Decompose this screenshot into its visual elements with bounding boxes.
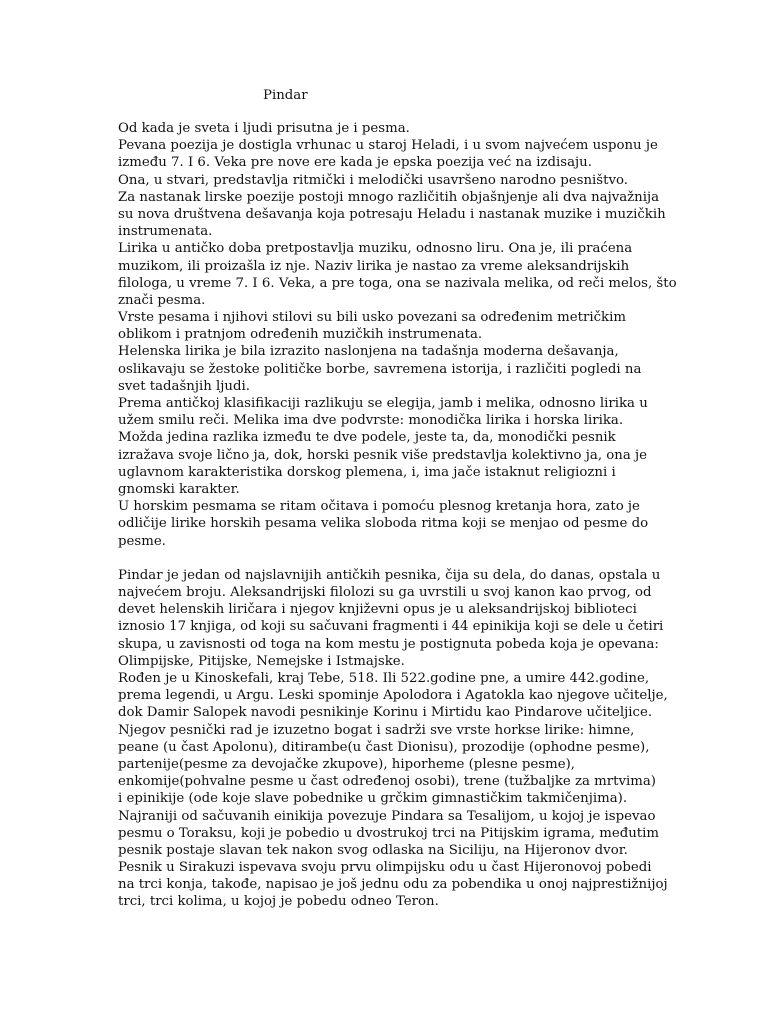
text-line: peane (u čast Apolonu), ditirambe(u čast Dionisu), prozodije (ophodne pesme), xyxy=(118,739,650,755)
text-line: izražava svoje lično ja, dok, horski pesnik više predstavlja kolektivno ja, ona je xyxy=(118,447,648,463)
text-line: i epinikije (ode koje slave pobednike u grčkim gimnastičkim takmičenjima). xyxy=(118,791,628,807)
text-line: U horskim pesmama se ritam očitava i pomoću plesnog kretanja hora, zato je xyxy=(118,499,640,515)
text-line: prema legendi, u Argu. Leski spominje Apolodora i Agatokla kao njegove učitelje, xyxy=(118,688,668,704)
text-line: Pindar je jedan od najslavnijih antičkih pesnika, čija su dela, do danas, opstala u xyxy=(118,567,661,583)
text-line: Vrste pesama i njihovi stilovi su bili usko povezani sa određenim metričkim xyxy=(118,310,626,326)
text-line: filologa, u vreme 7. I 6. Veka, a pre toga, ona se nazivala melika, od reči melos, što xyxy=(118,275,677,291)
text-line: Rođen je u Kinoskefali, kraj Tebe, 518. Ili 522.godine pne, a umire 442.godine, xyxy=(118,671,650,686)
text-line: Prema antičkoj klasifikaciji razlikuju se elegija, jamb i melika, odnosno lirika u xyxy=(118,396,648,411)
text-line: Od kada je sveta i ljudi prisutna je i pesma. xyxy=(118,121,410,136)
text-line: Pesnik u Sirakuzi ispevava svoju prvu olimpijsku odu u čast Hijeronovoj pobedi xyxy=(118,860,652,876)
text-line: Olimpijske, Pitijske, Nemejske i Istmajske. xyxy=(118,653,405,669)
text-line: na trci konja, takođe, napisao je još jednu odu za pobendika u onoj najprestižnijoj xyxy=(118,877,668,893)
text-line: znači pesma. xyxy=(118,292,206,308)
text-line: devet helenskih liričara i njegov književni opus je u aleksandrijskoj biblioteci xyxy=(118,602,637,618)
text-line: skupa, u zavisnosti od toga na kom mestu je postignuta pobeda koja je opevana: xyxy=(118,636,659,652)
text-line: gnomski karakter. xyxy=(118,481,240,497)
text-line: muzikom, ili proizašla iz nje. Naziv lirika je nastao za vreme aleksandrijskih xyxy=(118,258,630,274)
text-line: su nova društvena dešavanja koja potresaju Heladu i nastanak muzike i muzičkih xyxy=(118,206,666,222)
text-line: trci, trci kolima, u kojoj je pobedu odneo Teron. xyxy=(118,894,439,910)
text-line: odličije lirike horskih pesama velika sloboda ritma koji se menjao od pesme do xyxy=(118,516,649,532)
text-line: Za nastanak lirske poezije postoji mnogo različitih objašnjenje ali dva najvažnija xyxy=(118,189,660,205)
text-line: uglavnom karakteristika dorskog plemena, i, ima jače istaknut religiozni i xyxy=(118,464,616,480)
text-line: Ona, u stvari, predstavlja ritmički i melodički usavršeno narodno pesništvo. xyxy=(118,172,628,188)
text-line: instrumenata. xyxy=(118,224,213,240)
text-line: Pevana poezija je dostigla vrhunac u staroj Heladi, i u svom najvećem usponu je xyxy=(118,138,658,154)
blank-line xyxy=(118,550,678,567)
text-line: svet tadašnjih ljudi. xyxy=(118,378,250,394)
text-line: dok Damir Salopek navodi pesnikinje Korinu i Mirtidu kao Pindarove učiteljice. xyxy=(118,705,653,721)
text-line: Helenska lirika je bila izrazito naslonjena na tadašnja moderna dešavanja, xyxy=(118,344,619,360)
text-line: između 7. I 6. Veka pre nove ere kada je epska poezija već na izdisaju. xyxy=(118,155,592,171)
text-line: pesme. xyxy=(118,533,166,549)
text-line: iznosio 17 knjiga, od koji su sačuvani fragmenti i 44 epinikija koji se dele u četiri xyxy=(118,619,664,635)
document-title: Pindar xyxy=(263,88,308,103)
text-line: oslikavaju se žestoke političke borbe, savremena istorija, i različiti pogledi na xyxy=(118,361,642,377)
text-line: Lirika u antičko doba pretpostavlja muziku, odnosno liru. Ona je, ili praćena xyxy=(118,241,633,257)
document-body xyxy=(118,120,678,911)
text-line: pesmu o Toraksu, koji je pobedio u dvostrukoj trci na Pitijskim igrama, međutim xyxy=(118,825,659,841)
text-line: pesnik postaje slavan tek nakon svog odlaska na Siciliju, na Hijeronov dvor. xyxy=(118,842,628,858)
text-line: partenije(pesme za devojačke zkupove), hiporheme (plesne pesme), xyxy=(118,756,576,772)
text-line: enkomije(pohvalne pesme u čast određenoj osobi), trene (tužbaljke za mrtvima) xyxy=(118,774,656,790)
text-line: najvećem broju. Aleksandrijski filolozi su ga uvrstili u svoj kanon kao prvog, od xyxy=(118,585,652,601)
text-line: Njegov pesnički rad je izuzetno bogat i sadrži sve vrste horkse lirike: himne, xyxy=(118,722,635,738)
text-line: užem smilu reči. Melika ima dve podvrste: monodička lirika i horska lirika. xyxy=(118,413,624,429)
text-line: Možda jedina razlika između te dve podele, jeste ta, da, monodički pesnik xyxy=(118,430,616,446)
text-line: oblikom i pratnjom određenih muzičkih instrumenata. xyxy=(118,327,483,343)
text-line: Najraniji od sačuvanih einikija povezuje Pindara sa Tesalijom, u kojoj je ispevao xyxy=(118,808,656,824)
